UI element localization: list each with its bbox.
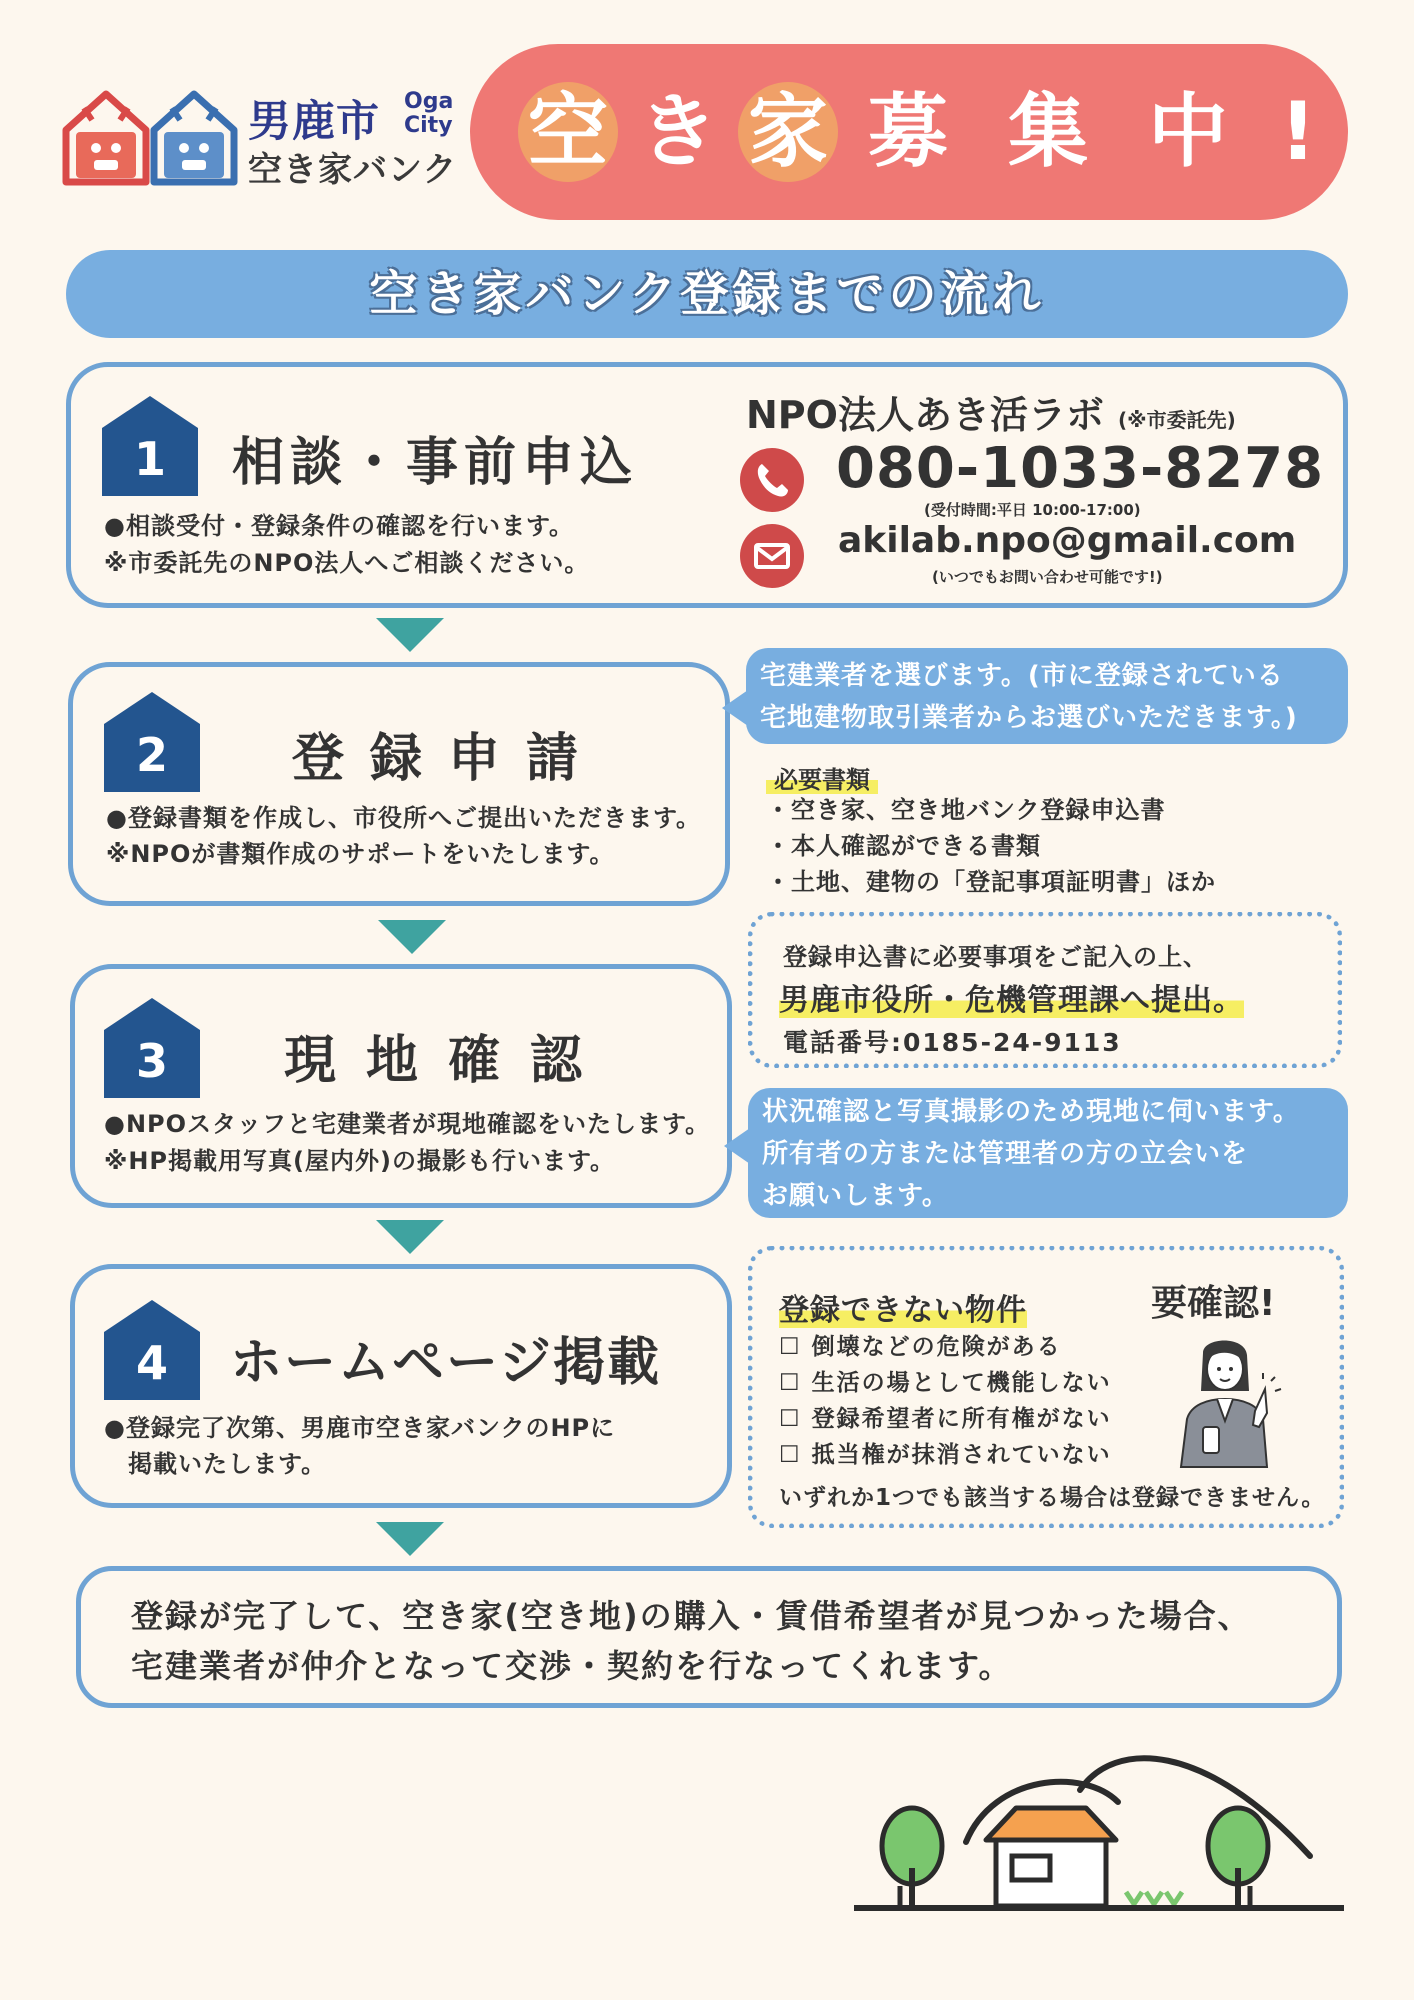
step-desc-line: ●相談受付・登録条件の確認を行います。 xyxy=(104,512,575,540)
banner-char: 家 xyxy=(738,82,838,182)
banner-char: 空 xyxy=(518,82,618,182)
cannot-register-item: ☐ 生活の場として機能しない xyxy=(779,1370,1112,1396)
banner-char: 中 xyxy=(1148,85,1228,178)
cannot-register-footer: いずれか1つでも該当する場合は登録できません。 xyxy=(779,1485,1326,1511)
cannot-register-item: ☐ 登録希望者に所有権がない xyxy=(779,1406,1112,1432)
step-number: 1 xyxy=(133,432,166,486)
required-doc-item: ・空き家、空き地バンク登録申込書 xyxy=(766,796,1166,824)
required-docs-heading: 必要書類 xyxy=(766,760,878,795)
must-check-label: 要確認! xyxy=(1151,1283,1276,1324)
step-3-bubble xyxy=(748,1088,1348,1218)
section-title: 空き家バンク登録までの流れ xyxy=(66,250,1348,338)
bubble-line: 宅地建物取引業者からお選びいただきます。) xyxy=(760,703,1298,733)
house-landscape-icon xyxy=(854,1748,1344,1918)
step-number: 3 xyxy=(135,1034,168,1088)
final-note-line: 登録が完了して、空き家(空き地)の購入・賃借希望者が見つかった場合、 xyxy=(131,1597,1252,1635)
final-note-box xyxy=(76,1566,1342,1708)
banner-char: き xyxy=(638,85,718,178)
flow-arrow-icon xyxy=(376,1522,444,1556)
banner-char: 募 xyxy=(868,85,948,178)
logo-city-name: 男鹿市 xyxy=(248,97,380,147)
npo-name: NPO法人あき活ラボ xyxy=(746,393,1104,437)
logo-bank-name: 空き家バンク xyxy=(248,150,458,190)
cannot-register-item: ☐ 抵当権が抹消されていない xyxy=(779,1442,1112,1468)
logo xyxy=(62,80,462,190)
oni-house-logo-icon xyxy=(62,86,238,186)
step-title: 相談・事前申込 xyxy=(232,433,639,493)
step-desc-line: ●登録書類を作成し、市役所へご提出いただきます。 xyxy=(106,804,702,832)
flow-arrow-icon xyxy=(376,618,444,652)
step-desc-line: ※HP掲載用写真(屋内外)の撮影も行います。 xyxy=(104,1147,616,1175)
step-number: 2 xyxy=(135,728,168,782)
final-note-line: 宅建業者が仲介となって交渉・契約を行なってくれます。 xyxy=(131,1647,1013,1685)
mail-icon xyxy=(740,524,804,588)
banner-char: ! xyxy=(1279,85,1317,178)
banner-char: 集 xyxy=(1008,85,1088,178)
cannot-register-box xyxy=(748,1246,1344,1528)
step-2-bubble xyxy=(746,648,1348,744)
required-doc-item: ・本人確認ができる書類 xyxy=(766,832,1041,860)
email-note: (いつでもお問い合わせ可能です!) xyxy=(932,568,1163,586)
cannot-register-title: 登録できない物件 xyxy=(779,1293,1027,1328)
step-desc-line: ●登録完了次第、男鹿市空き家バンクのHPに xyxy=(104,1414,616,1442)
submit-line: 登録申込書に必要事項をご記入の上、 xyxy=(783,943,1208,971)
submit-info-box xyxy=(748,912,1342,1068)
flow-arrow-icon xyxy=(376,1220,444,1254)
step-desc-line: ※市委託先のNPO法人へご相談ください。 xyxy=(104,549,590,577)
step-desc-line: ※NPOが書類作成のサポートをいたします。 xyxy=(106,840,615,868)
bubble-tail xyxy=(722,690,748,726)
bubble-line: お願いします。 xyxy=(762,1181,949,1211)
phone-hours: (受付時間:平日 10:00-17:00) xyxy=(924,501,1141,519)
step-number: 4 xyxy=(135,1336,168,1390)
woman-pointing-icon xyxy=(1167,1331,1287,1471)
step-title: 登録申請 xyxy=(292,729,605,789)
bubble-line: 状況確認と写真撮影のため現地に伺います。 xyxy=(762,1097,1300,1127)
npo-note: (※市委託先) xyxy=(1118,408,1236,432)
flow-arrow-icon xyxy=(378,920,446,954)
phone-icon xyxy=(740,448,804,512)
bubble-line: 所有者の方または管理者の方の立会いを xyxy=(762,1139,1249,1169)
bubble-line: 宅建業者を選びます。(市に登録されている xyxy=(760,661,1284,691)
bubble-tail xyxy=(724,1128,750,1164)
cannot-register-item: ☐ 倒壊などの危険がある xyxy=(779,1334,1062,1360)
submit-emphasis: 男鹿市役所・危機管理課へ提出。 xyxy=(779,983,1244,1018)
logo-city-en: Oga City xyxy=(404,89,454,138)
email-address[interactable]: akilab.npo@gmail.com xyxy=(838,520,1297,561)
required-doc-item: ・土地、建物の「登記事項証明書」ほか xyxy=(766,868,1216,896)
phone-number[interactable]: 080-1033-8278 xyxy=(836,436,1325,501)
recruiting-banner xyxy=(470,44,1348,220)
step-desc-line: 掲載いたします。 xyxy=(128,1450,327,1478)
step-title: 現地確認 xyxy=(284,1031,613,1091)
step-title: ホームページ掲載 xyxy=(230,1333,661,1393)
step-desc-line: ●NPOスタッフと宅建業者が現地確認をいたします。 xyxy=(104,1110,711,1138)
office-phone: 電話番号:0185-24-9113 xyxy=(783,1028,1122,1057)
